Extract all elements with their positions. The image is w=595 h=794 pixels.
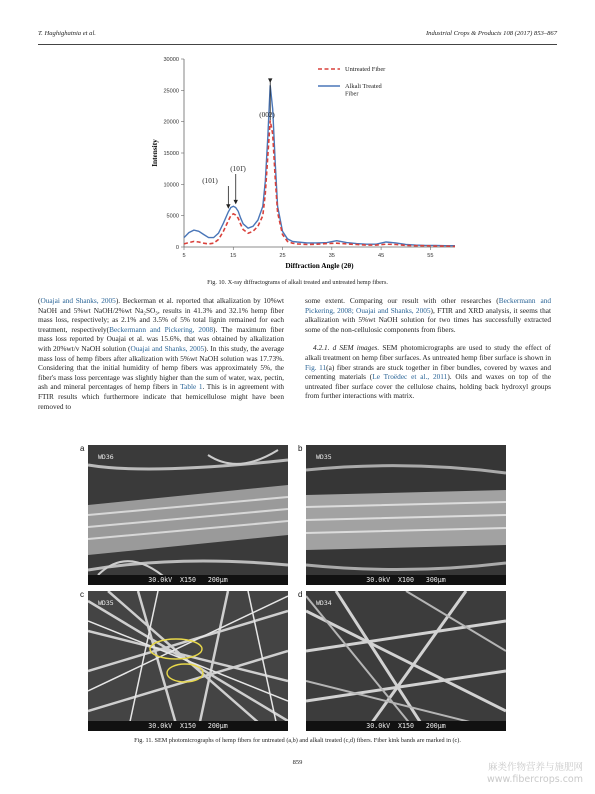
sem-wd-tag: WD36 [98,453,114,461]
watermark [487,762,583,786]
chart-x-label: Diffraction Angle (2θ) [285,261,354,270]
chart-y-label: Intensity [150,139,159,167]
x-tick-label: 45 [377,253,385,259]
chart-series [184,85,455,246]
figure-11-caption: Fig. 11. SEM photomicrographs of hemp fibers for untreated (a,b) and alkali treated (c,d) fibers. Fiber kink bands are marked in (c). [134,737,461,744]
header-rule [38,44,557,45]
peak-label: (101) [202,177,218,185]
header-journal: Industrial Crops & Products 108 (2017) 853–867 [425,30,557,37]
panel-c-label: c [80,590,84,599]
citation-link[interactable]: Beckermann and Pickering, 2008 [109,324,214,334]
legend-label: Untreated Fiber [345,66,386,73]
section-heading: 4.2.1. d SEM images. [313,343,380,353]
sem-wd-tag: WD35 [316,453,332,461]
xrd-chart [0,50,595,282]
citation-link[interactable]: Beckermann and Pickering, 2008; Ouajai and Shanks, 2005 [305,296,551,315]
right-paragraph-2: 4.2.1. d SEM images. SEM photomicrographs are used to study the effect of alkali treatment on hemp fiber surfaces. As untreated hemp fiber surface is shown in Fig. 11(a) fiber strands are stuck together in fiber bundles, covered by waxes and cementing materials (Le Troëdec et al., 2011). Oils and waxes on top of the untreated fiber surface cover the cellulose chains, holding back hydroxyl groups from further interactions with matrix. [305,343,552,401]
running-header [38,30,557,42]
page-number: 859 [292,759,303,766]
y-tick-label: 5000 [166,213,179,220]
x-tick-label: 35 [328,253,335,259]
legend-label: Alkali Treated Fiber [345,83,382,98]
left-paragraph: (Ouajai and Shanks, 2005). Beckerman et al. reported that alkalization by 10%wt NaOH and 5%wt NaOH/2%wt Na₂SO₃, results in 41.3% and 32.1% hemp fiber mass loss, respectively; as 2.1% and 3.5% of 5% total lignin remained for each treatment, respectively(Beckermann and Pickering, 2008). The maximum fiber mass loss reported by Ouajai et al. was 15.6%, that was obtained by alkalization with 20%wt/v NaOH solution (Ouajai and Shanks, 2005). In this study, the average mass loss of hemp fibers after alkalization with 5%wt NaOH solution was 17.73%. Considering that the initial humidity of hemp fibers was approximately 5%, the fiber's mass loss percentage was slightly higher than the sum of water, wax, pectin, ash and mineral percentages of hemp fibers in Table 1. This is in agreement with FTIR results which furthermore indicate that hemicellulose might have been removed to [38,296,285,411]
y-tick-label: 20000 [163,119,179,126]
chart-ticks [163,57,433,259]
series-line-untreated [184,120,455,246]
citation-link[interactable]: Ouajai and Shanks, 2005 [130,343,205,353]
x-tick-label: 25 [279,253,286,259]
sem-scale-bar: 30.0kV X100 300μm [306,575,506,585]
y-tick-label: 30000 [163,57,179,63]
sem-image-c [88,591,288,731]
figure-link[interactable]: Fig. 11 [305,362,327,372]
y-tick-label: 10000 [163,182,179,189]
sem-image-b [306,445,506,585]
watermark-line-1: 麻类作物营养与施肥网 [487,762,583,773]
x-tick-label: 55 [427,253,434,259]
y-tick-label: 25000 [163,88,179,95]
sem-wd-tag: WD35 [98,599,114,607]
y-tick-label: 0 [175,245,179,251]
left-column [38,296,284,420]
sem-scale-bar: 30.0kV X150 200μm [88,575,288,585]
panel-b-label: b [298,444,303,453]
peak-label: (002) [259,111,275,119]
citation-link[interactable]: Le Troëdec et al., 2011 [372,372,448,382]
y-tick-label: 15000 [163,151,179,157]
panel-d-label: d [298,590,303,599]
x-tick-label: 15 [230,253,237,259]
series-line-alkali-treated [184,85,455,245]
sem-scale-bar: 30.0kV X150 200μm [306,721,506,731]
peak-arrowhead [268,78,272,83]
sem-image-a [88,445,288,585]
peak-label: (101̄) [230,165,246,173]
watermark-line-2: www.fibercrops.com [486,774,583,785]
sem-scale-bar: 30.0kV X150 200μm [88,721,288,731]
right-paragraph-1: some extent. Comparing our result with other researches (Beckermann and Pickering, 2008; Ouajai and Shanks, 2005), FTIR and XRD analysis, it seems that alkalization with 5%wt NaOH solution for two times has successfully extracted some of the non-cellulosic components from fibers. [305,296,551,334]
citation-link[interactable]: Ouajai and Shanks, 2005 [40,296,116,305]
figure-10-caption: Fig. 10. X-ray diffractograms of alkali treated and untreated hemp fibers. [207,279,388,286]
peak-arrowhead [234,200,238,205]
panel-a-label: a [80,444,85,453]
right-column [305,296,551,410]
sem-image-d [306,591,506,731]
sem-wd-tag: WD34 [316,599,332,607]
header-authors: T. Haghighatnia et al. [38,30,96,37]
x-tick-label: 5 [182,253,186,259]
chart-legend [318,66,386,98]
table-link[interactable]: Table 1 [180,382,203,392]
